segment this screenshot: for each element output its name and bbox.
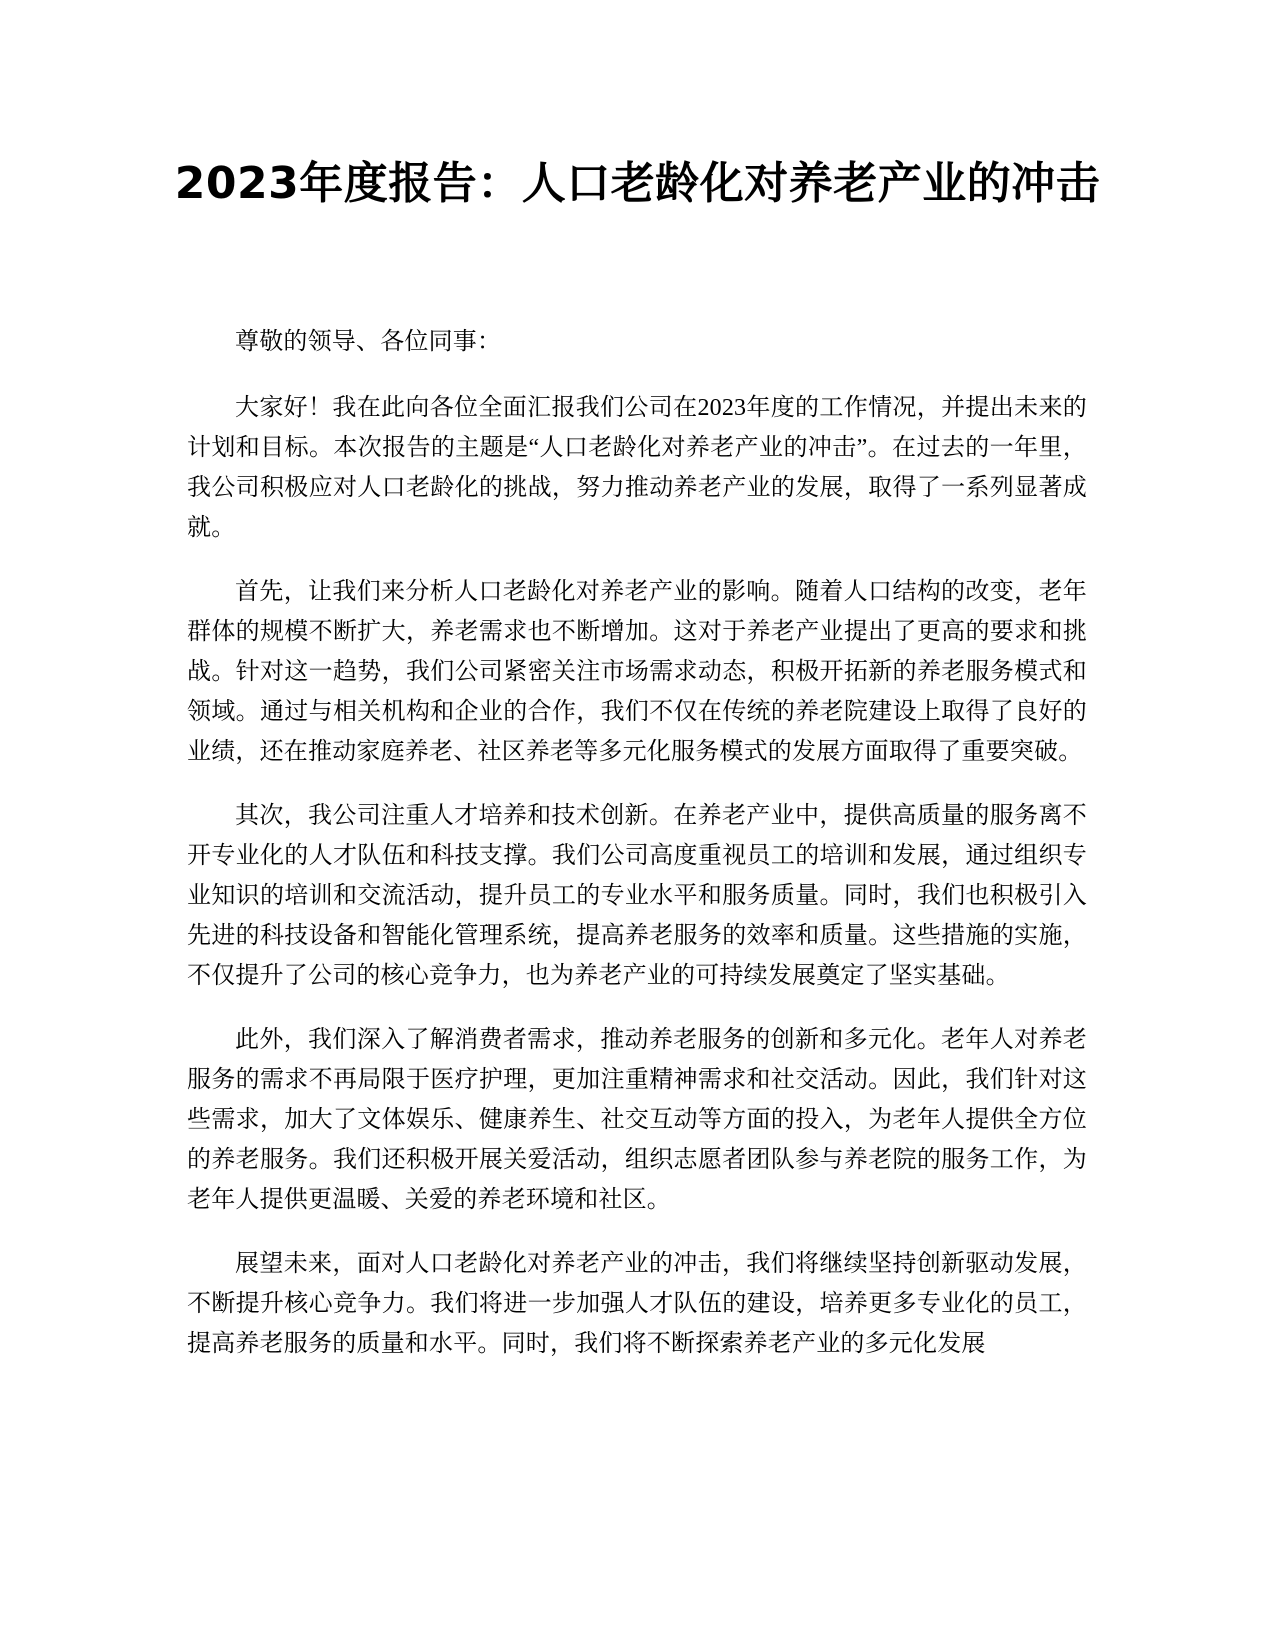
paragraph-impact-analysis: 首先，让我们来分析人口老龄化对养老产业的影响。随着人口结构的改变，老年群体的规模不断扩大，养老需求也不断增加。这对于养老产业提出了更高的要求和挑战。针对这一趋势，我们公司紧密关注市场需求动态，积极开拓新的养老服务模式和领域。通过与相关机构和企业的合作，我们不仅在传统的养老院建设上取得了良好的业绩，还在推动家庭养老、社区养老等多元化服务模式的发展方面取得了重要突破。	[187, 579, 1087, 765]
document-body	[187, 322, 1087, 1388]
salutation: 尊敬的领导、各位同事：	[235, 329, 502, 355]
paragraph-talent-innovation: 其次，我公司注重人才培养和技术创新。在养老产业中，提供高质量的服务离不开专业化的人才队伍和科技支撑。我们公司高度重视员工的培训和发展，通过组织专业知识的培训和交流活动，提升员工的专业水平和服务质量。同时，我们也积极引入先进的科技设备和智能化管理系统，提高养老服务的效率和质量。这些措施的实施，不仅提升了公司的核心竞争力，也为养老产业的可持续发展奠定了坚实基础。	[187, 803, 1087, 989]
paragraph-consumer-needs: 此外，我们深入了解消费者需求，推动养老服务的创新和多元化。老年人对养老服务的需求不再局限于医疗护理，更加注重精神需求和社交活动。因此，我们针对这些需求，加大了文体娱乐、健康养生、社交互动等方面的投入，为老年人提供全方位的养老服务。我们还积极开展关爱活动，组织志愿者团队参与养老院的服务工作，为老年人提供更温暖、关爱的养老环境和社区。	[187, 1027, 1087, 1213]
paragraph-outlook: 展望未来，面对人口老龄化对养老产业的冲击，我们将继续坚持创新驱动发展，不断提升核心竞争力。我们将进一步加强人才队伍的建设，培养更多专业化的员工，提高养老服务的质量和水平。同时，我们将不断探索养老产业的多元化发展	[187, 1251, 1087, 1357]
paragraph-intro: 大家好！我在此向各位全面汇报我们公司在2023年度的工作情况，并提出未来的计划和目标。本次报告的主题是“人口老龄化对养老产业的冲击”。在过去的一年里，我公司积极应对人口老龄化的挑战，努力推动养老产业的发展，取得了一系列显著成就。	[187, 395, 1087, 541]
document-title: 2023年度报告：人口老龄化对养老产业的冲击	[174, 158, 1101, 209]
